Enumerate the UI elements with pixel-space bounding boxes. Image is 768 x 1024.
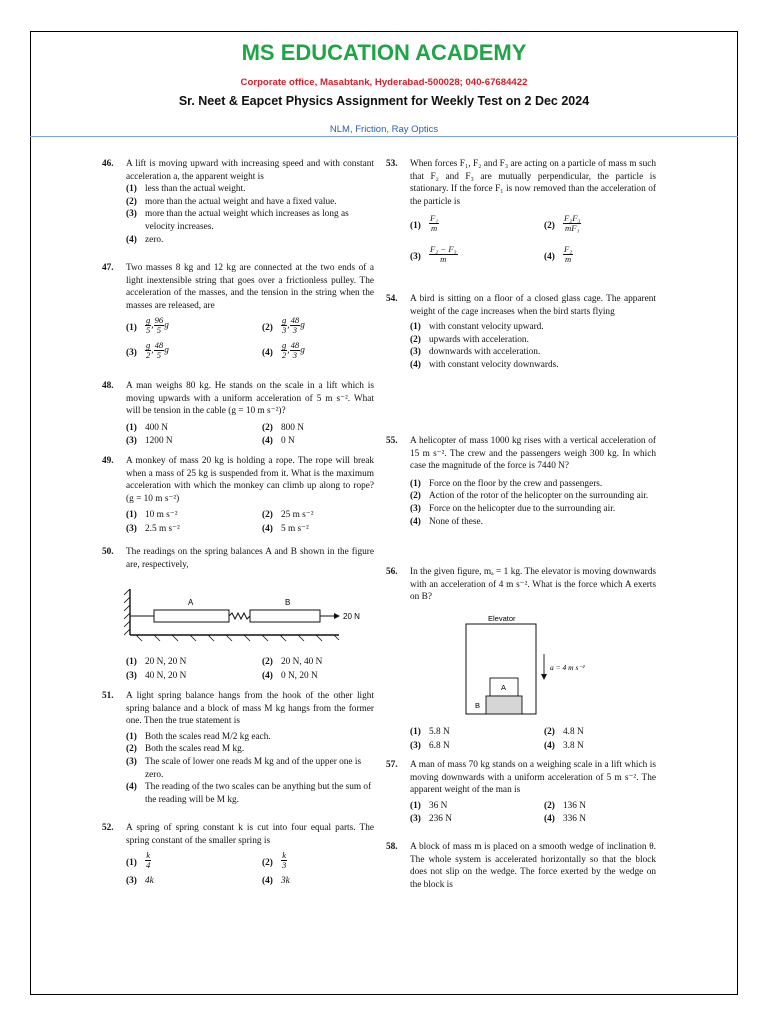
option-3: (3) Force on the helicopter due to the surrounding air. bbox=[410, 503, 616, 514]
question-55 bbox=[386, 435, 656, 528]
question-number: 57. bbox=[386, 760, 398, 770]
option-3: (3) 236 N bbox=[410, 814, 452, 825]
option-2: (2) more than the actual weight and have a fixed value. bbox=[126, 196, 337, 207]
force-label: 20 N bbox=[343, 612, 360, 621]
option-3: (3) 40 N, 20 N bbox=[126, 670, 187, 681]
balance-b-label: B bbox=[285, 598, 291, 607]
option-4: (4) $\frac{g}{2}$ , $\frac{48}{3}$ g bbox=[262, 340, 305, 361]
option-1: (1) $\frac{k}{4}$ bbox=[126, 850, 151, 871]
option-1: (1) Both the scales read M/2 kg each. bbox=[126, 731, 271, 742]
question-58 bbox=[386, 841, 656, 891]
block-b-label: B bbox=[475, 701, 481, 710]
question-text: In the given figure, mₐ = 1 kg. The elevator is moving downwards with an acceleration of 4 m s⁻². What is the force which A exerts on B? bbox=[410, 567, 656, 603]
question-47 bbox=[102, 262, 374, 360]
option-2: (2) 136 N bbox=[544, 800, 586, 811]
question-50-options bbox=[102, 656, 374, 682]
question-number: 49. bbox=[102, 456, 114, 466]
question-text: The readings on the spring balances A and B shown in the figure are, respectively, bbox=[126, 547, 374, 570]
option-4: (4) The reading of the two scales can be anything but the sum of the reading will be M kg. bbox=[126, 782, 372, 805]
elevator-label: Elevator bbox=[488, 614, 516, 623]
option-4: (4) 3k bbox=[262, 876, 290, 887]
option-1: (1) Force on the floor by the crew and passengers. bbox=[410, 478, 603, 489]
option-2: (2) $\frac{k}{3}$ bbox=[262, 850, 287, 871]
option-4: (4) zero. bbox=[126, 234, 164, 245]
academy-title: MS EDUCATION ACADEMY bbox=[241, 40, 527, 65]
option-2: (2) 25 m s⁻² bbox=[262, 510, 314, 521]
question-number: 46. bbox=[102, 159, 114, 169]
option-1: (1) 5.8 N bbox=[410, 727, 450, 737]
question-57 bbox=[386, 759, 656, 826]
option-2: (2) $\frac{\text{F₂F₃}}{\text{mF₁}}$ bbox=[544, 213, 581, 234]
question-text: A monkey of mass 20 kg is holding a rope. The rope will break when a mass of 25 kg is suspended from it. What is the maximum acceleration with which the monkey can climb up along to rope? (g = 10 m s⁻²) bbox=[126, 456, 374, 504]
option-2: (2) Action of the rotor of the helicopter on the surrounding air. bbox=[410, 491, 649, 502]
options-grid bbox=[126, 851, 374, 888]
question-text: A spring of spring constant k is cut into four equal parts. The spring constant of the smaller spring is bbox=[126, 823, 374, 846]
question-56 bbox=[386, 566, 656, 604]
options-grid bbox=[410, 726, 656, 752]
option-4: (4) with constant velocity downwards. bbox=[410, 359, 559, 370]
option-1: (1) 36 N bbox=[410, 800, 448, 811]
question-text: When forces F₁, F₂ and F₃ are acting on a particle of mass m such that F₂ and F₃ are mutually perpendicular, the particle is stationary. If the force F₁ is now removed than the acceleration of the particle is bbox=[410, 159, 656, 207]
question-number: 47. bbox=[102, 263, 114, 273]
question-number: 53. bbox=[386, 159, 398, 169]
option-4: (4) 5 m s⁻² bbox=[262, 523, 309, 534]
option-1: (1) less than the actual weight. bbox=[126, 184, 246, 195]
question-56-options bbox=[386, 726, 656, 752]
options-grid bbox=[126, 656, 374, 682]
option-3: (3) downwards with acceleration. bbox=[410, 347, 541, 358]
option-1: (1) $\frac{g}{5}$ , $\frac{96}{5}$ g bbox=[126, 315, 169, 336]
option-3: (3) 1200 N bbox=[126, 436, 173, 447]
topics-line: NLM, Friction, Ray Optics bbox=[329, 124, 439, 135]
question-number: 58. bbox=[386, 842, 398, 852]
option-3: (3) 4k bbox=[126, 876, 154, 887]
option-3: (3) 2.5 m s⁻² bbox=[126, 523, 180, 534]
question-53 bbox=[386, 158, 656, 264]
question-text: A man weighs 80 kg. He stands on the scale in a lift which is moving upwards with a uniform acceleration of 5 m s⁻². What will be tension in the cable (g = 10 m s⁻²)? bbox=[126, 381, 374, 417]
option-4: (4) $\frac{\text{F₂}}{m}$ bbox=[544, 244, 573, 265]
question-50 bbox=[102, 546, 374, 571]
question-51 bbox=[102, 690, 374, 806]
question-52 bbox=[102, 822, 374, 888]
question-number: 56. bbox=[386, 567, 398, 577]
option-4: (4) 3.8 N bbox=[544, 740, 584, 751]
options-grid bbox=[410, 800, 656, 826]
corporate-address: Corporate office, Masabtank, Hyderabad-500028; 040-67684422 bbox=[240, 77, 528, 88]
question-number: 51. bbox=[102, 691, 114, 701]
question-text: Two masses 8 kg and 12 kg are connected at the two ends of a light inextensible string that goes over a frictionless pulley. The acceleration of the masses, and the tension in the string when the masses are released, are bbox=[126, 263, 374, 311]
acceleration-label: a = 4 m s⁻² bbox=[550, 663, 585, 672]
option-2: (2) 4.8 N bbox=[544, 727, 584, 737]
options-grid bbox=[410, 214, 656, 264]
option-2: (2) Both the scales read M kg. bbox=[126, 744, 245, 755]
question-text: A lift is moving upward with increasing speed and with constant acceleration a, the apparent weight is bbox=[126, 159, 374, 182]
option-1: (1) with constant velocity upward. bbox=[410, 322, 544, 333]
elevator-figure bbox=[460, 610, 620, 716]
option-3: (3) more than the actual weight which increases as long as velocity increases. bbox=[126, 209, 349, 232]
question-text: A bird is sitting on a floor of a closed glass cage. The apparent weight of the cage increases when the bird starts flying bbox=[410, 294, 656, 317]
option-1: (1) 10 m s⁻² bbox=[126, 510, 178, 521]
option-4: (4) 0 N, 20 N bbox=[262, 670, 318, 681]
question-number: 50. bbox=[102, 547, 114, 557]
option-1: (1) 400 N bbox=[126, 422, 168, 433]
option-2: (2) $\frac{g}{3}$ , $\frac{48}{3}$ g bbox=[262, 315, 305, 336]
question-49 bbox=[102, 455, 374, 536]
option-1: (1) 20 N, 20 N bbox=[126, 657, 187, 667]
options-grid bbox=[126, 316, 374, 360]
option-3: (3) $\frac{\text{F₂ − F₃}}{m}$ bbox=[410, 244, 457, 265]
question-number: 54. bbox=[386, 294, 398, 304]
question-number: 52. bbox=[102, 823, 114, 833]
question-number: 55. bbox=[386, 436, 398, 446]
question-54 bbox=[386, 293, 656, 372]
option-3: (3) The scale of lower one reads M kg and of the upper one is zero. bbox=[126, 756, 362, 780]
question-48 bbox=[102, 380, 374, 448]
options-grid bbox=[126, 509, 374, 535]
block-a-label: A bbox=[501, 683, 507, 692]
option-4: (4) 0 N bbox=[262, 436, 295, 447]
spring-balance-figure bbox=[124, 585, 374, 645]
question-46 bbox=[102, 158, 374, 246]
option-2: (2) upwards with acceleration. bbox=[410, 334, 529, 345]
option-2: (2) 800 N bbox=[262, 422, 304, 433]
question-text: A light spring balance hangs from the hook of the other light spring balance and a block of mass M kg hangs from the former one. Then the true statement is bbox=[126, 691, 374, 727]
option-4: (4) 336 N bbox=[544, 814, 586, 825]
option-2: (2) 20 N, 40 N bbox=[262, 657, 323, 667]
option-4: (4) None of these. bbox=[410, 516, 483, 527]
balance-a-label: A bbox=[188, 598, 194, 607]
header-divider bbox=[30, 136, 738, 137]
question-text: A helicopter of mass 1000 kg rises with a vertical acceleration of 15 m s⁻². The crew and the passengers weigh 300 kg. In which case the magnitude of the force is 7440 N? bbox=[410, 436, 656, 472]
options-grid bbox=[126, 422, 374, 448]
question-text: A man of mass 70 kg stands on a weighing scale in a lift which is moving downwards with a uniform acceleration of 5 m s⁻². The apparent weight of the man is bbox=[410, 760, 656, 796]
option-1: (1) $\frac{\text{F₁}}{m}$ bbox=[410, 213, 439, 234]
question-number: 48. bbox=[102, 381, 114, 391]
option-3: (3) $\frac{g}{2}$ , $\frac{48}{5}$ g bbox=[126, 340, 169, 361]
assignment-title: Sr. Neet & Eapcet Physics Assignment for Weekly Test on 2 Dec 2024 bbox=[178, 94, 590, 108]
option-3: (3) 6.8 N bbox=[410, 740, 450, 751]
question-text: A block of mass m is placed on a smooth wedge of inclination θ. The whole system is accelerated horizontally so that the block does not slip on the wedge. The force exerted by the wedge on the block is bbox=[410, 842, 656, 890]
